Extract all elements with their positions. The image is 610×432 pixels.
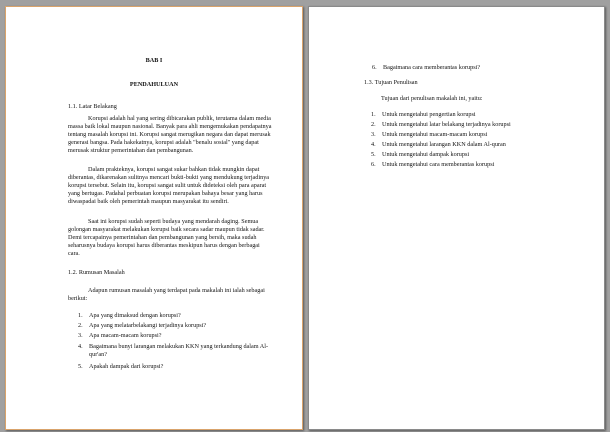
text-line: Adapun rumusan masalah yang terdapat pada makalah ini ialah sebagai [88, 287, 265, 294]
text-line: Demi tercapainya pemerintahan dan pembangunan yang bersih, maka sudah [68, 234, 257, 241]
intro-text: Tujuan dari penulisan makalah ini, yaitu: [381, 95, 483, 102]
section-heading-1-2: 1.2. Rumusan Masalah [68, 269, 125, 276]
text-line: diberantas, dikarenakan sulitnya mencari bukti-bukti yang mendukung terjadinya [68, 174, 270, 181]
chapter-title: PENDAHULUAN [129, 81, 179, 88]
text-line: merusak struktur pemerintahan dan pembangunan. [68, 147, 194, 154]
text-line: massa baik lokal maupun nasional. Banyak para ahli mengemukakan pendapatnya [68, 123, 272, 130]
text-line: Saat ini korupsi sudah seperti budaya yang mendarah daging. Semua [88, 218, 259, 225]
document-page-2: 6. Bagaimana cara memberantas korupsi? 1.3. Tujuan Penulisan Tujuan dari penulisan makalah ini, yaitu: 1. Untuk mengetahui pengertian korupsi 2. Untuk mengetahui latar belakang terjadinya korupsi 3. Untuk mengetahui macam-macam korupsi 4. Untuk mengetahui larangan KKN dalam Al-quran 5. Untuk mengetahui dampak korupsi 6. Untuk mengetahui cara memberantas korupsi [308, 6, 605, 430]
text-line: berikut: [68, 295, 88, 302]
document-page-1: BAB I PENDAHULUAN 1.1. Latar Belakang Korupsi adalah hal yang sering dibicarakan publik, terutama dalam media massa baik lokal maupun nasional. Banyak para ahli mengemukakan pendapatnya tentang masalah korupsi ini. Korupsi sangat merugikan negara dan dapat merusak generasi bangsa. Pada hakekatnya, korupsi adalah "benalu sosial" yang dapat merusak struktur pemerintahan dan pembangunan. Dalam prakteknya, korupsi sangat sukar bahkan tidak mungkin dapat diberantas, dikarenakan sulitnya mencari bukti-bukti yang mendukung terjadinya korupsi tersebut. Selain itu, korupsi sangat sulit untuk dideteksi oleh para aparat yang bertugas. Padahal perbuatan korupsi merupakan bahaya besar yang harus diwaspadai baik oleh pemerintah maupun masyarakat itu sendiri. Saat ini korupsi sudah seperti budaya yang mendarah daging. Semua golongan masyarakat melakukan korupsi baik secara sadar maupun tidak sadar. Demi tercapainya pemerintahan dan pembangunan yang bersih, maka sudah seharusnya budaya korupsi harus diberantas meskipun harus dengan berbagai cara. 1.2. Rumusan Masalah Adapun rumusan masalah yang terdapat pada makalah ini ialah sebagai berikut: 1. Apa yang dimaksud dengan korupsi? 2. Apa yang melatarbelakangi terjadinya korupsi? 3. Apa macam-macam korupsi? 4. Bagaimana bunyi larangan melakukan KKN yang terkandung dalam Al- qur'an? 5. Apakah dampak dari korupsi? [5, 6, 303, 430]
text-line: golongan masyarakat melakukan korupsi baik secara sadar maupun tidak sadar. [68, 226, 265, 233]
text-line: yang bertugas. Padahal perbuatan korupsi merupakan bahaya besar yang harus [68, 190, 263, 197]
text-line: cara. [68, 250, 80, 257]
text-line: diwaspadai baik oleh pemerintah maupun masyarakat itu sendiri. [68, 198, 229, 205]
text-line: Dalam prakteknya, korupsi sangat sukar bahkan tidak mungkin dapat [88, 166, 260, 173]
text-line: generasi bangsa. Pada hakekatnya, korupsi adalah "benalu sosial" yang dapat [68, 139, 259, 146]
text-line: seharusnya budaya korupsi harus diberantas meskipun harus dengan berbagai [68, 242, 260, 249]
chapter-label: BAB I [145, 57, 163, 64]
text-line: korupsi tersebut. Selain itu, korupsi sangat sulit untuk dideteksi oleh para aparat [68, 182, 267, 189]
text-line: tentang masalah korupsi ini. Korupsi sangat merugikan negara dan dapat merusak [68, 131, 271, 138]
section-heading-1-1: 1.1. Latar Belakang [68, 103, 117, 110]
section-heading-1-3: 1.3. Tujuan Penulisan [364, 79, 418, 86]
text-line: Korupsi adalah hal yang sering dibicarakan publik, terutama dalam media [88, 115, 271, 122]
